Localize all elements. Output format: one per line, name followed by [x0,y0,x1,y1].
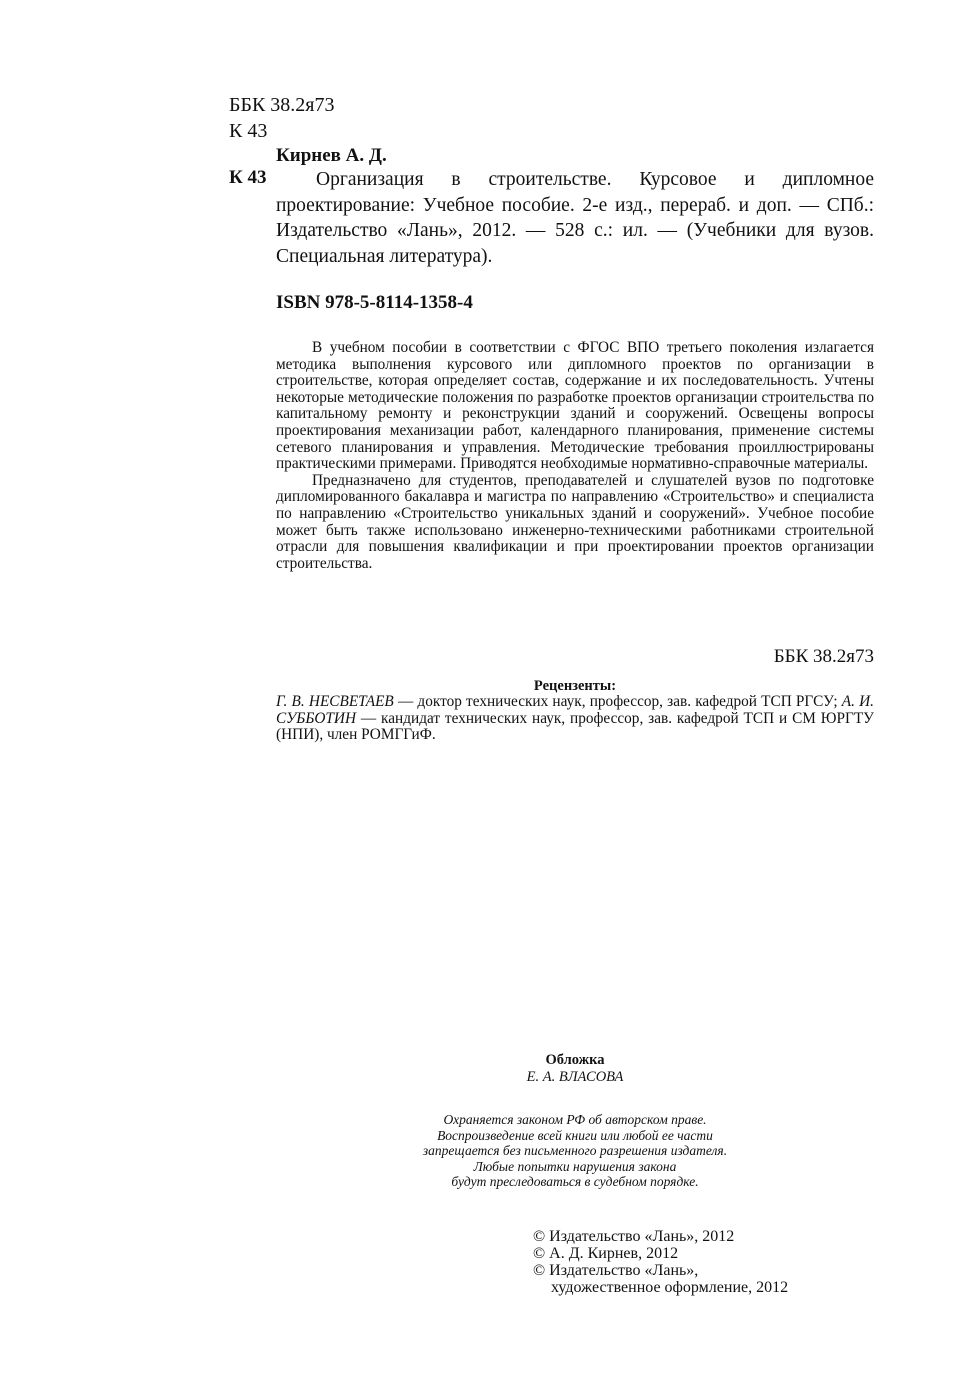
copyright-line-1: © Издательство «Лань», 2012 [533,1228,735,1245]
copyright-line-4: художественное оформление, 2012 [551,1279,789,1296]
rights-line-4: Любые попытки нарушения закона [473,1158,677,1174]
bbk-code: ББК 38.2я73 [229,94,335,116]
copyright-block [533,1228,788,1296]
cover-credit [276,1052,874,1086]
abstract-paragraph-1: В учебном пособии в соответствии с ФГОС ВПО третьего поколения излагается методика выполнения курсового или дипломного проектов по организации в строительстве, которая определяет состав, содержание и их последовательность. Учтены некоторые методические положения по разработке проектов организации строительства по капитальному ремонту и реконструкции зданий и сооружений. Освещены вопросы проектирования механизации работ, календарного планирования, применение системы сетевого планирования и управления. Методические требования проиллюстрированы практическими примерами. Приводятся необходимые нормативно-справочные материалы. [276,339,874,473]
copyright-line-3: © Издательство «Лань», [533,1262,699,1279]
reviewer-2-text: — кандидат технических наук, профессор, зав. кафедрой ТСП и СМ ЮРГТУ (НПИ), член РОМГГиФ. [276,709,874,744]
cover-designer: Е. А. ВЛАСОВА [526,1069,624,1085]
rights-line-3: запрещается без письменного разрешения издателя. [422,1143,728,1159]
rights-line-5: будут преследоваться в судебном порядке. [451,1174,699,1190]
author-sign: К 43 [229,167,267,188]
reviewers-heading: Рецензенты: [533,678,617,694]
bbk-code-right: ББК 38.2я73 [773,646,874,667]
reviewer-2-name: А. И. СУББОТИН [276,693,874,727]
rights-notice [276,1112,874,1190]
bbk-block [229,92,335,144]
isbn: ISBN 978-5-8114-1358-4 [276,292,473,313]
copyright-line-2: © А. Д. Кирнев, 2012 [533,1245,679,1262]
book-author: Кирнев А. Д. [276,145,387,166]
abstract [276,340,874,572]
rights-line-2: Воспроизведение всей книги или любой ее части [437,1127,713,1143]
rights-line-1: Охраняется законом РФ об авторском праве. [443,1112,707,1127]
bibliographic-description [276,167,874,269]
cover-label: Обложка [545,1052,605,1068]
author-sign-top: К 43 [229,120,268,142]
reviewer-1-text: — доктор технических наук, профессор, зав. кафедрой ТСП РГСУ; [393,693,842,710]
reviewers-text [276,694,874,744]
bib-description-text: Организация в строительстве. Курсовое и дипломное проектирование: Учебное пособие. 2-е изд., перераб. и доп. — СПб.: Издательство «Лань», 2012. — 528 с.: ил. — (Учебники для вузов. Специальная литература). [276,169,874,267]
reviewer-1-name: Г. В. НЕСВЕТАЕВ [276,693,394,710]
abstract-paragraph-2: Предназначено для студентов, преподавателей и слушателей вузов по подготовке дипломированного бакалавра и магистра по направлению «Строительство» и специалиста по направлению «Строительство уникальных зданий и сооружений». Учебное пособие может быть также использовано инженерно-техническими работниками строительной отрасли для повышения квалификации и при проектировании проектов организации строительства. [276,471,874,572]
